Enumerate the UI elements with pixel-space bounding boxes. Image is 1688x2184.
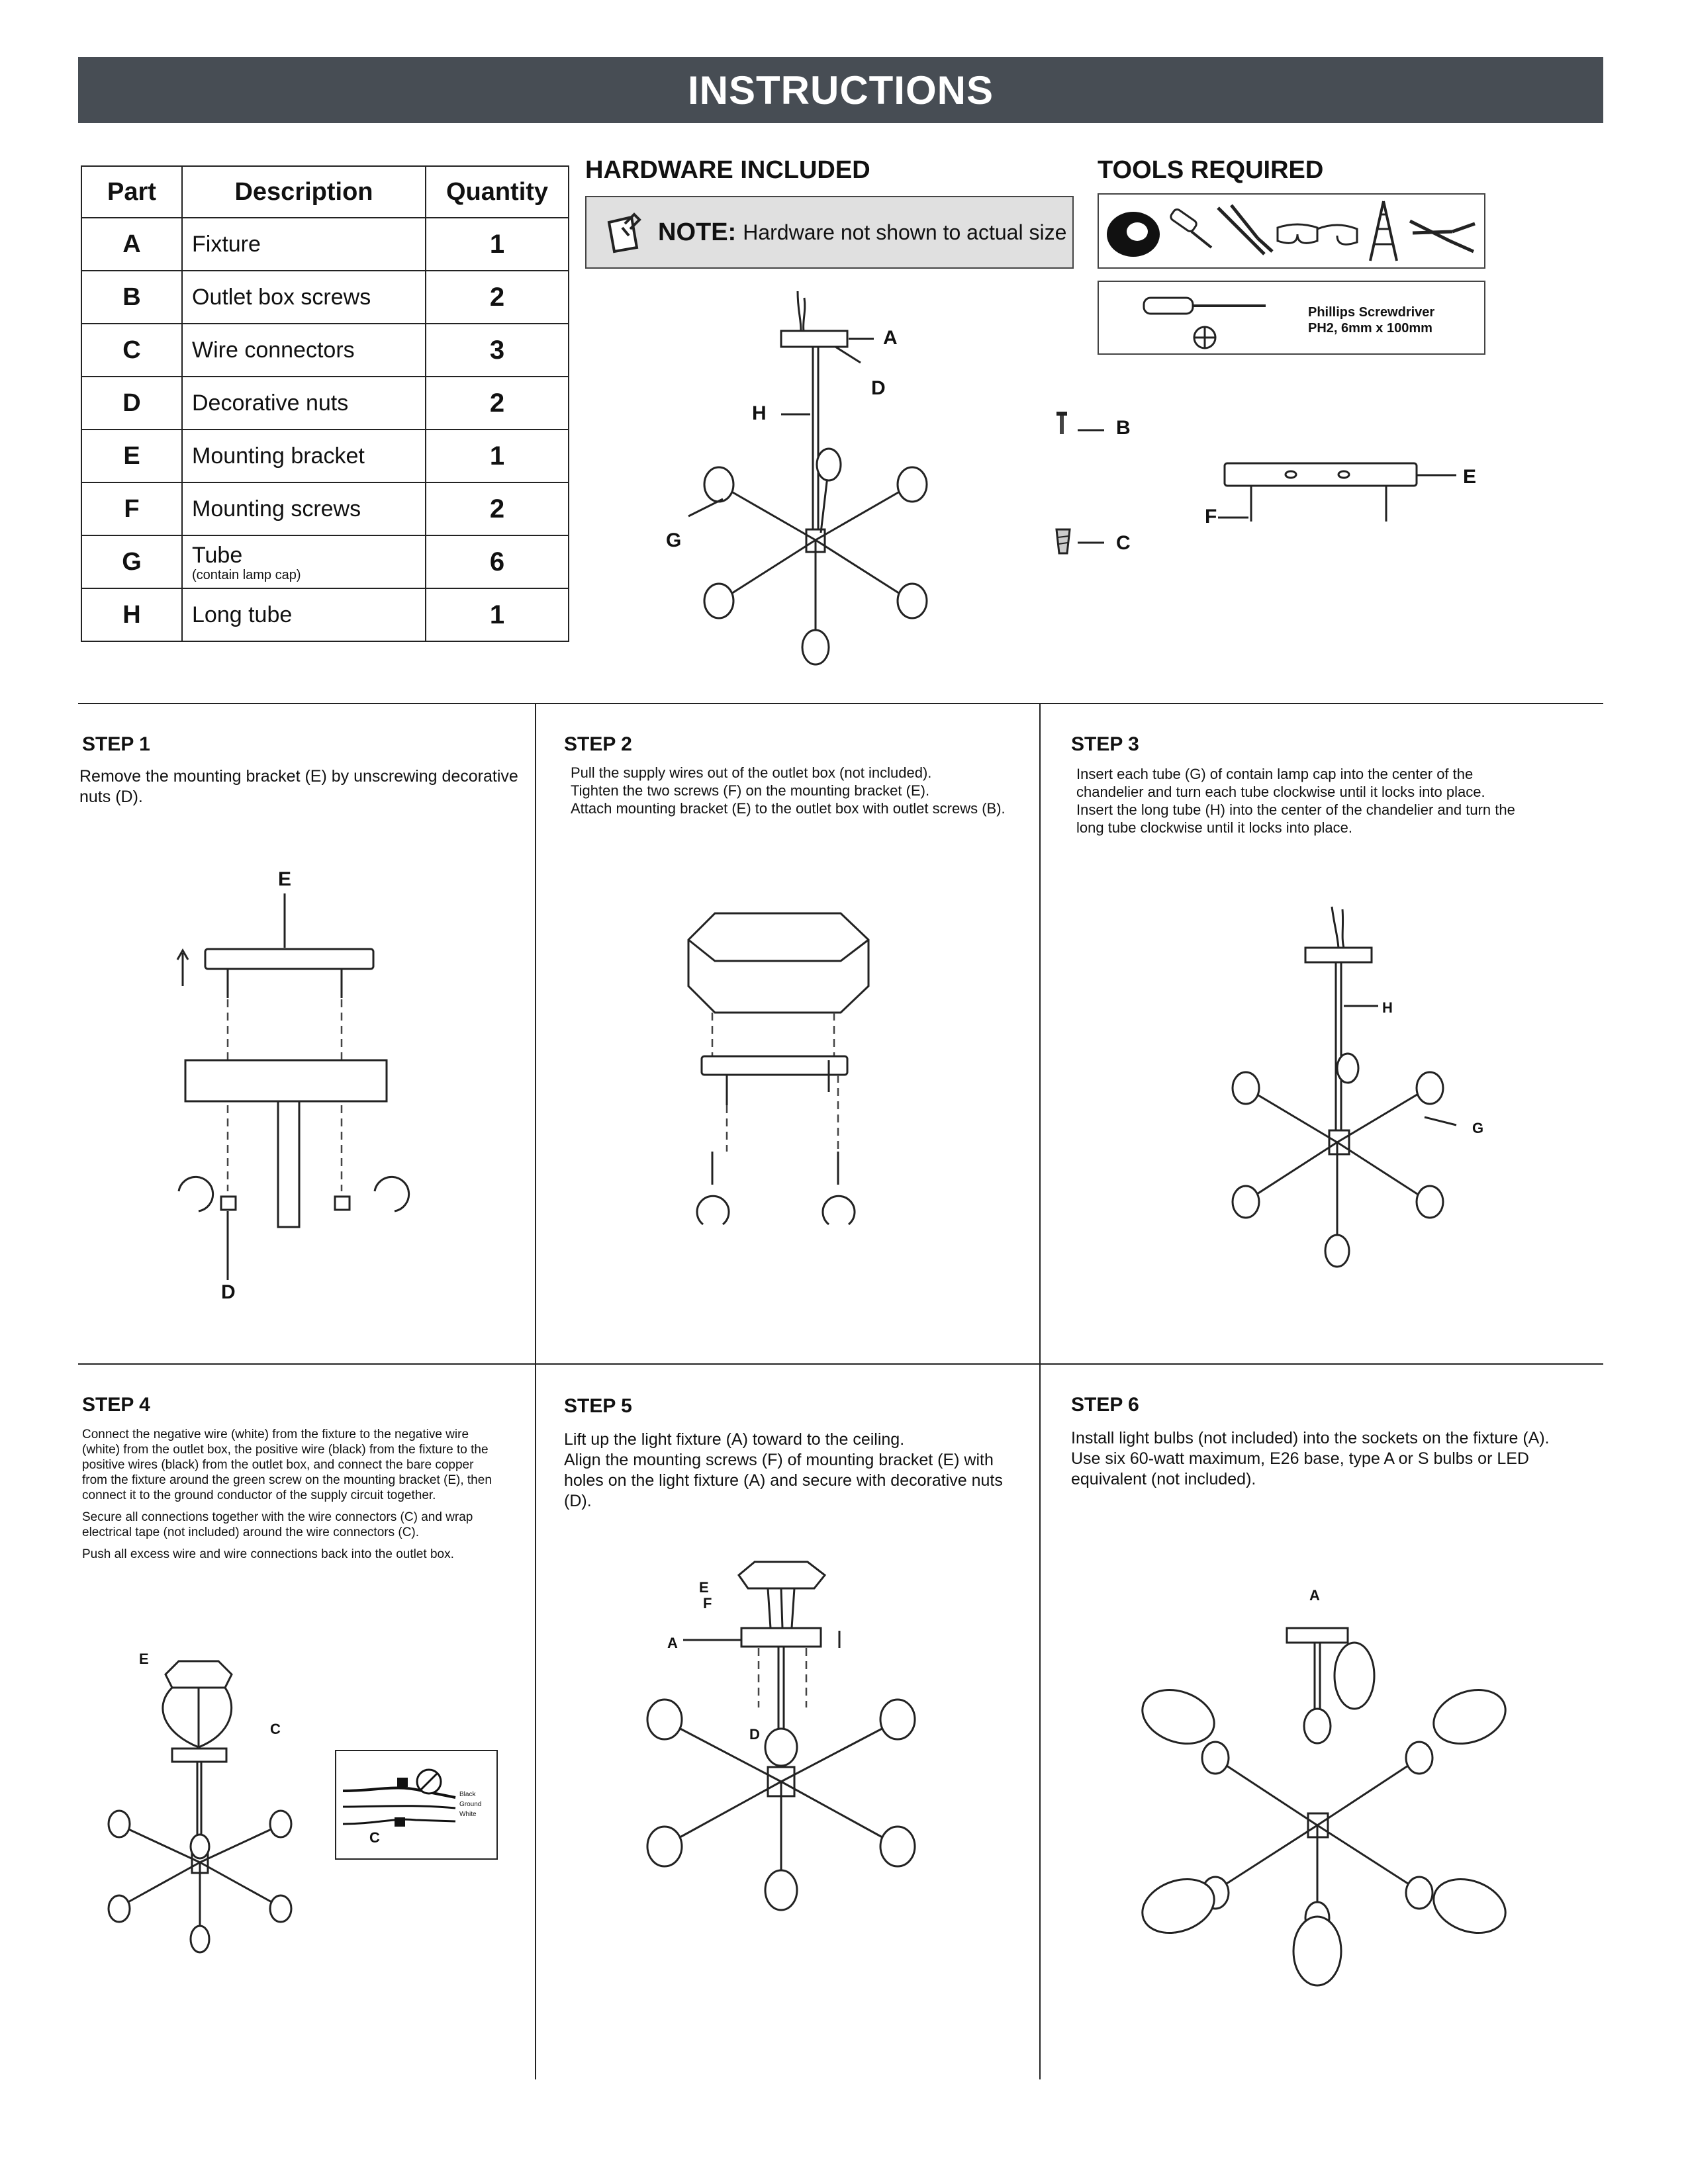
part-description [182,271,426,324]
step3-label-h: H [1382,999,1393,1016]
label-e: E [1463,466,1477,488]
step3-line: Insert the long tube (H) into the center of the chandelier and turn the long tube clockwise until it locks into place. [1076,801,1515,836]
step5-label-a: A [667,1635,678,1651]
step5-title: STEP 5 [564,1395,632,1417]
label-f: F [1205,506,1217,527]
page-title: INSTRUCTIONS [78,57,1603,123]
step6-line: Use six 60-watt maximum, E26 base, type A or S bulbs or LED equivalent (not included). [1071,1449,1529,1488]
note-box [585,196,1074,269]
step5-diagram [635,1549,980,1972]
step3-diagram [1205,907,1496,1277]
part-quantity: 6 [426,535,569,588]
part-description-text: Mounting screws [192,496,361,522]
table-row [81,271,569,324]
part-note: (contain lamp cap) [192,567,301,582]
table-row [81,535,569,588]
step1-text [79,766,530,807]
step4-line: Secure all connections together with the wire connectors (C) and wrap electrical tape (not included) around the wire connectors (C). [82,1510,473,1539]
part-quantity: 1 [426,588,569,641]
part-description-text: Fixture [192,231,261,257]
part-letter: G [81,535,182,588]
part-description [182,535,426,588]
mounting-bracket-diagram [1211,457,1476,543]
screwdriver-spec [1308,304,1434,336]
part-description-text: Outlet box screws [192,284,371,310]
step1-title: STEP 1 [82,733,150,755]
step4-label-c: C [270,1721,281,1737]
step5-label-e: E [699,1579,709,1596]
part-description-text: Wire connectors [192,337,355,363]
tools-icons [1099,195,1484,267]
label-b: B [1116,417,1131,439]
hardware-title: HARDWARE INCLUDED [585,156,870,184]
part-description [182,377,426,430]
part-letter: E [81,430,182,482]
part-letter: C [81,324,182,377]
part-letter: D [81,377,182,430]
phillips-screwdriver-icon [1139,291,1284,351]
tools-title: TOOLS REQUIRED [1098,156,1324,184]
step1-label-e: E [278,868,292,890]
part-letter: F [81,482,182,535]
label-h: H [752,402,767,424]
part-description [182,482,426,535]
screwdriver-line1: Phillips Screwdriver [1308,305,1435,320]
table-row [81,324,569,377]
label-a: A [883,327,898,349]
divider [535,703,536,2079]
wire-legend-ground: Ground [459,1801,482,1808]
outlet-screw-icon [1056,412,1067,434]
step2-line: Tighten the two screws (F) on the mounting bracket (E). [571,782,930,799]
header-part: Part [81,166,182,218]
step4-line: Push all excess wire and wire connections back into the outlet box. [82,1547,454,1561]
step5-line: Align the mounting screws (F) of mounting bracket (E) with holes on the light fixture (A) and secure with decorative nuts (D). [564,1451,1003,1510]
step1-diagram [172,880,450,1251]
step5-label-d: D [749,1726,760,1743]
wire-legend-black: Black [459,1791,476,1798]
header-description: Description [182,166,426,218]
table-header-row [81,166,569,218]
step5-text [564,1430,1027,1512]
fixture-arms [728,477,903,635]
part-description [182,324,426,377]
step3-label-g: G [1472,1120,1484,1136]
step2-line: Pull the supply wires out of the outlet box (not included). [571,764,932,781]
part-description-text: Tube [192,542,243,568]
safety-glasses-icon [1278,224,1357,244]
step2-diagram [688,907,900,1277]
screwdriver-line2: PH2, 6mm x 100mm [1308,321,1432,336]
pliers-icon [1218,205,1272,254]
part-quantity: 1 [426,430,569,482]
step6-title: STEP 6 [1071,1394,1139,1416]
step4-label-e: E [139,1651,149,1667]
part-description-text: Mounting bracket [192,443,365,469]
step2-line: Attach mounting bracket (E) to the outlet box with outlet screws (B). [571,800,1006,817]
wire-inset [335,1750,498,1860]
screwdriver-box [1098,281,1485,355]
part-letter: H [81,588,182,641]
hardware-small-parts [1053,410,1092,556]
wire-legend [459,1790,481,1819]
part-quantity: 2 [426,482,569,535]
step4-title: STEP 4 [82,1394,150,1416]
note-label: NOTE: [658,218,737,246]
divider [1039,703,1041,2079]
step3-title: STEP 3 [1071,733,1139,755]
step4-text [82,1427,492,1569]
tape-icon [1107,212,1160,257]
step4-line: Connect the negative wire (white) from the fixture to the negative wire (white) from the outlet box, the positive wire (black) from the fixture to the positive wires (black) from the outlet box, and connect the bare copper from the fixture around the green screw on the mounting bracket (E), then connect it to the ground conductor of the supply circuit together. [82,1428,492,1502]
wire-stripper-icon [1410,221,1475,251]
wire-connector-icon [1056,529,1070,553]
step1-line: Remove the mounting bracket (E) by unscrewing decorative nuts (D). [79,767,518,806]
table-row [81,377,569,430]
part-quantity: 3 [426,324,569,377]
step3-text [1076,765,1526,837]
part-description-text: Long tube [192,602,293,627]
part-letter: A [81,218,182,271]
step2-text [571,764,1027,817]
step6-text [1071,1428,1561,1490]
part-description-text: Decorative nuts [192,390,349,416]
step6-diagram [1125,1615,1523,1985]
step5-label-f: F [703,1595,712,1612]
note-text: Hardware not shown to actual size [743,220,1067,244]
table-row [81,218,569,271]
part-description [182,588,426,641]
step6-label-a: A [1309,1587,1320,1604]
step3-line: Insert each tube (G) of contain lamp cap into the center of the chandelier and turn each tube clockwise until it locks into place. [1076,766,1485,800]
step5-line: Lift up the light fixture (A) toward to the ceiling. [564,1430,905,1449]
label-d: D [871,377,886,399]
part-quantity: 1 [426,218,569,271]
step4-diagram [99,1655,324,1999]
label-c: C [1116,532,1131,554]
divider [78,703,1603,704]
screwdriver-icon [1169,208,1211,248]
tools-box [1098,193,1485,269]
header-quantity: Quantity [426,166,569,218]
step6-line: Install light bulbs (not included) into the sockets on the fixture (A). [1071,1429,1550,1447]
part-description [182,430,426,482]
part-letter: B [81,271,182,324]
step4-label-c2: C [369,1829,380,1846]
note-icon [602,209,649,255]
parts-table [81,165,569,642]
table-row [81,430,569,482]
wire-legend-white: White [459,1811,477,1818]
table-row [81,588,569,641]
part-description [182,218,426,271]
step1-label-d: D [221,1281,236,1303]
part-quantity: 2 [426,271,569,324]
divider [78,1363,1603,1365]
table-row [81,482,569,535]
fixture-diagram [662,291,993,675]
ladder-icon [1370,201,1397,261]
part-quantity: 2 [426,377,569,430]
label-g: G [666,529,682,551]
step2-title: STEP 2 [564,733,632,755]
